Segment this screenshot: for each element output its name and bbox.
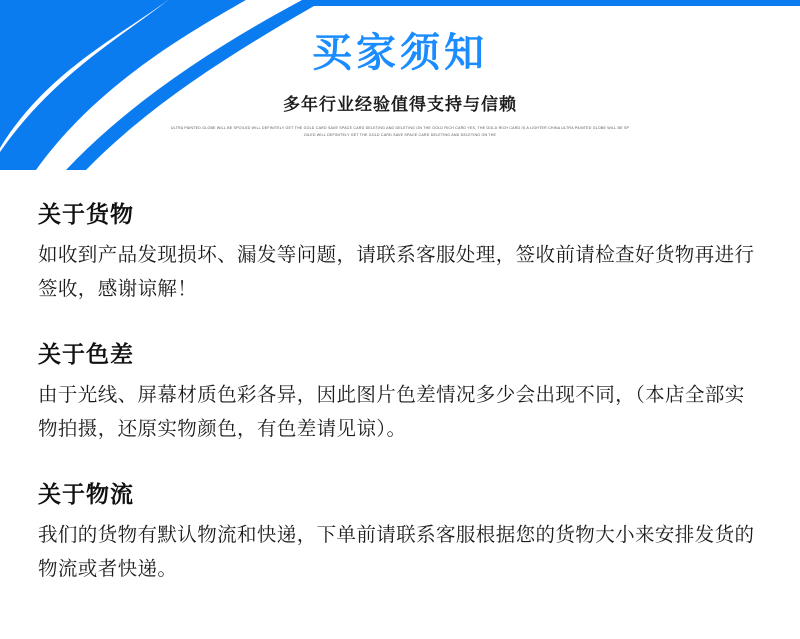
section-logistics-body: 我们的货物有默认物流和快递，下单前请联系客服根据您的货物大小来安排发货的物流或者快递。 — [38, 524, 755, 580]
page-subtitle: 多年行业经验值得支持与信赖 — [283, 95, 517, 114]
section-goods — [38, 196, 762, 306]
section-color-difference — [38, 336, 762, 446]
section-color-difference-title: 关于色差 — [38, 341, 134, 368]
notice-content — [0, 170, 800, 586]
header-banner — [0, 0, 800, 170]
section-goods-body: 如收到产品发现损坏、漏发等问题，请联系客服处理，签收前请检查好货物再进行签收，感谢谅解！ — [38, 244, 755, 300]
section-goods-title: 关于货物 — [38, 201, 134, 227]
page-title: 买家须知 — [312, 31, 488, 75]
banner-fineprint: ULTRA PAINTED GLOBE WILL BE SPOILED WILL DEFINITELY GET THE GOLD CARD SAVE SPACE CARD DELETING AND DELETING ON THE GOLD RICH CARD YES, THE GOLD RICH CARD IS A LIGHTER CHINA ULTRA PAINTED GLOBE WILL BE SPOILED WILL DEFINITELY GET THE GOLD CARD SAVE SPACE CARD DELETING AND DELETING ON THE — [170, 126, 630, 137]
section-logistics — [38, 476, 762, 586]
section-logistics-title: 关于物流 — [38, 481, 134, 508]
section-color-difference-body: 由于光线、屏幕材质色彩各异，因此图片色差情况多少会出现不同，（本店全部实物拍摄，还原实物颜色，有色差请见谅）。 — [38, 384, 745, 440]
banner-text-block — [0, 0, 800, 170]
